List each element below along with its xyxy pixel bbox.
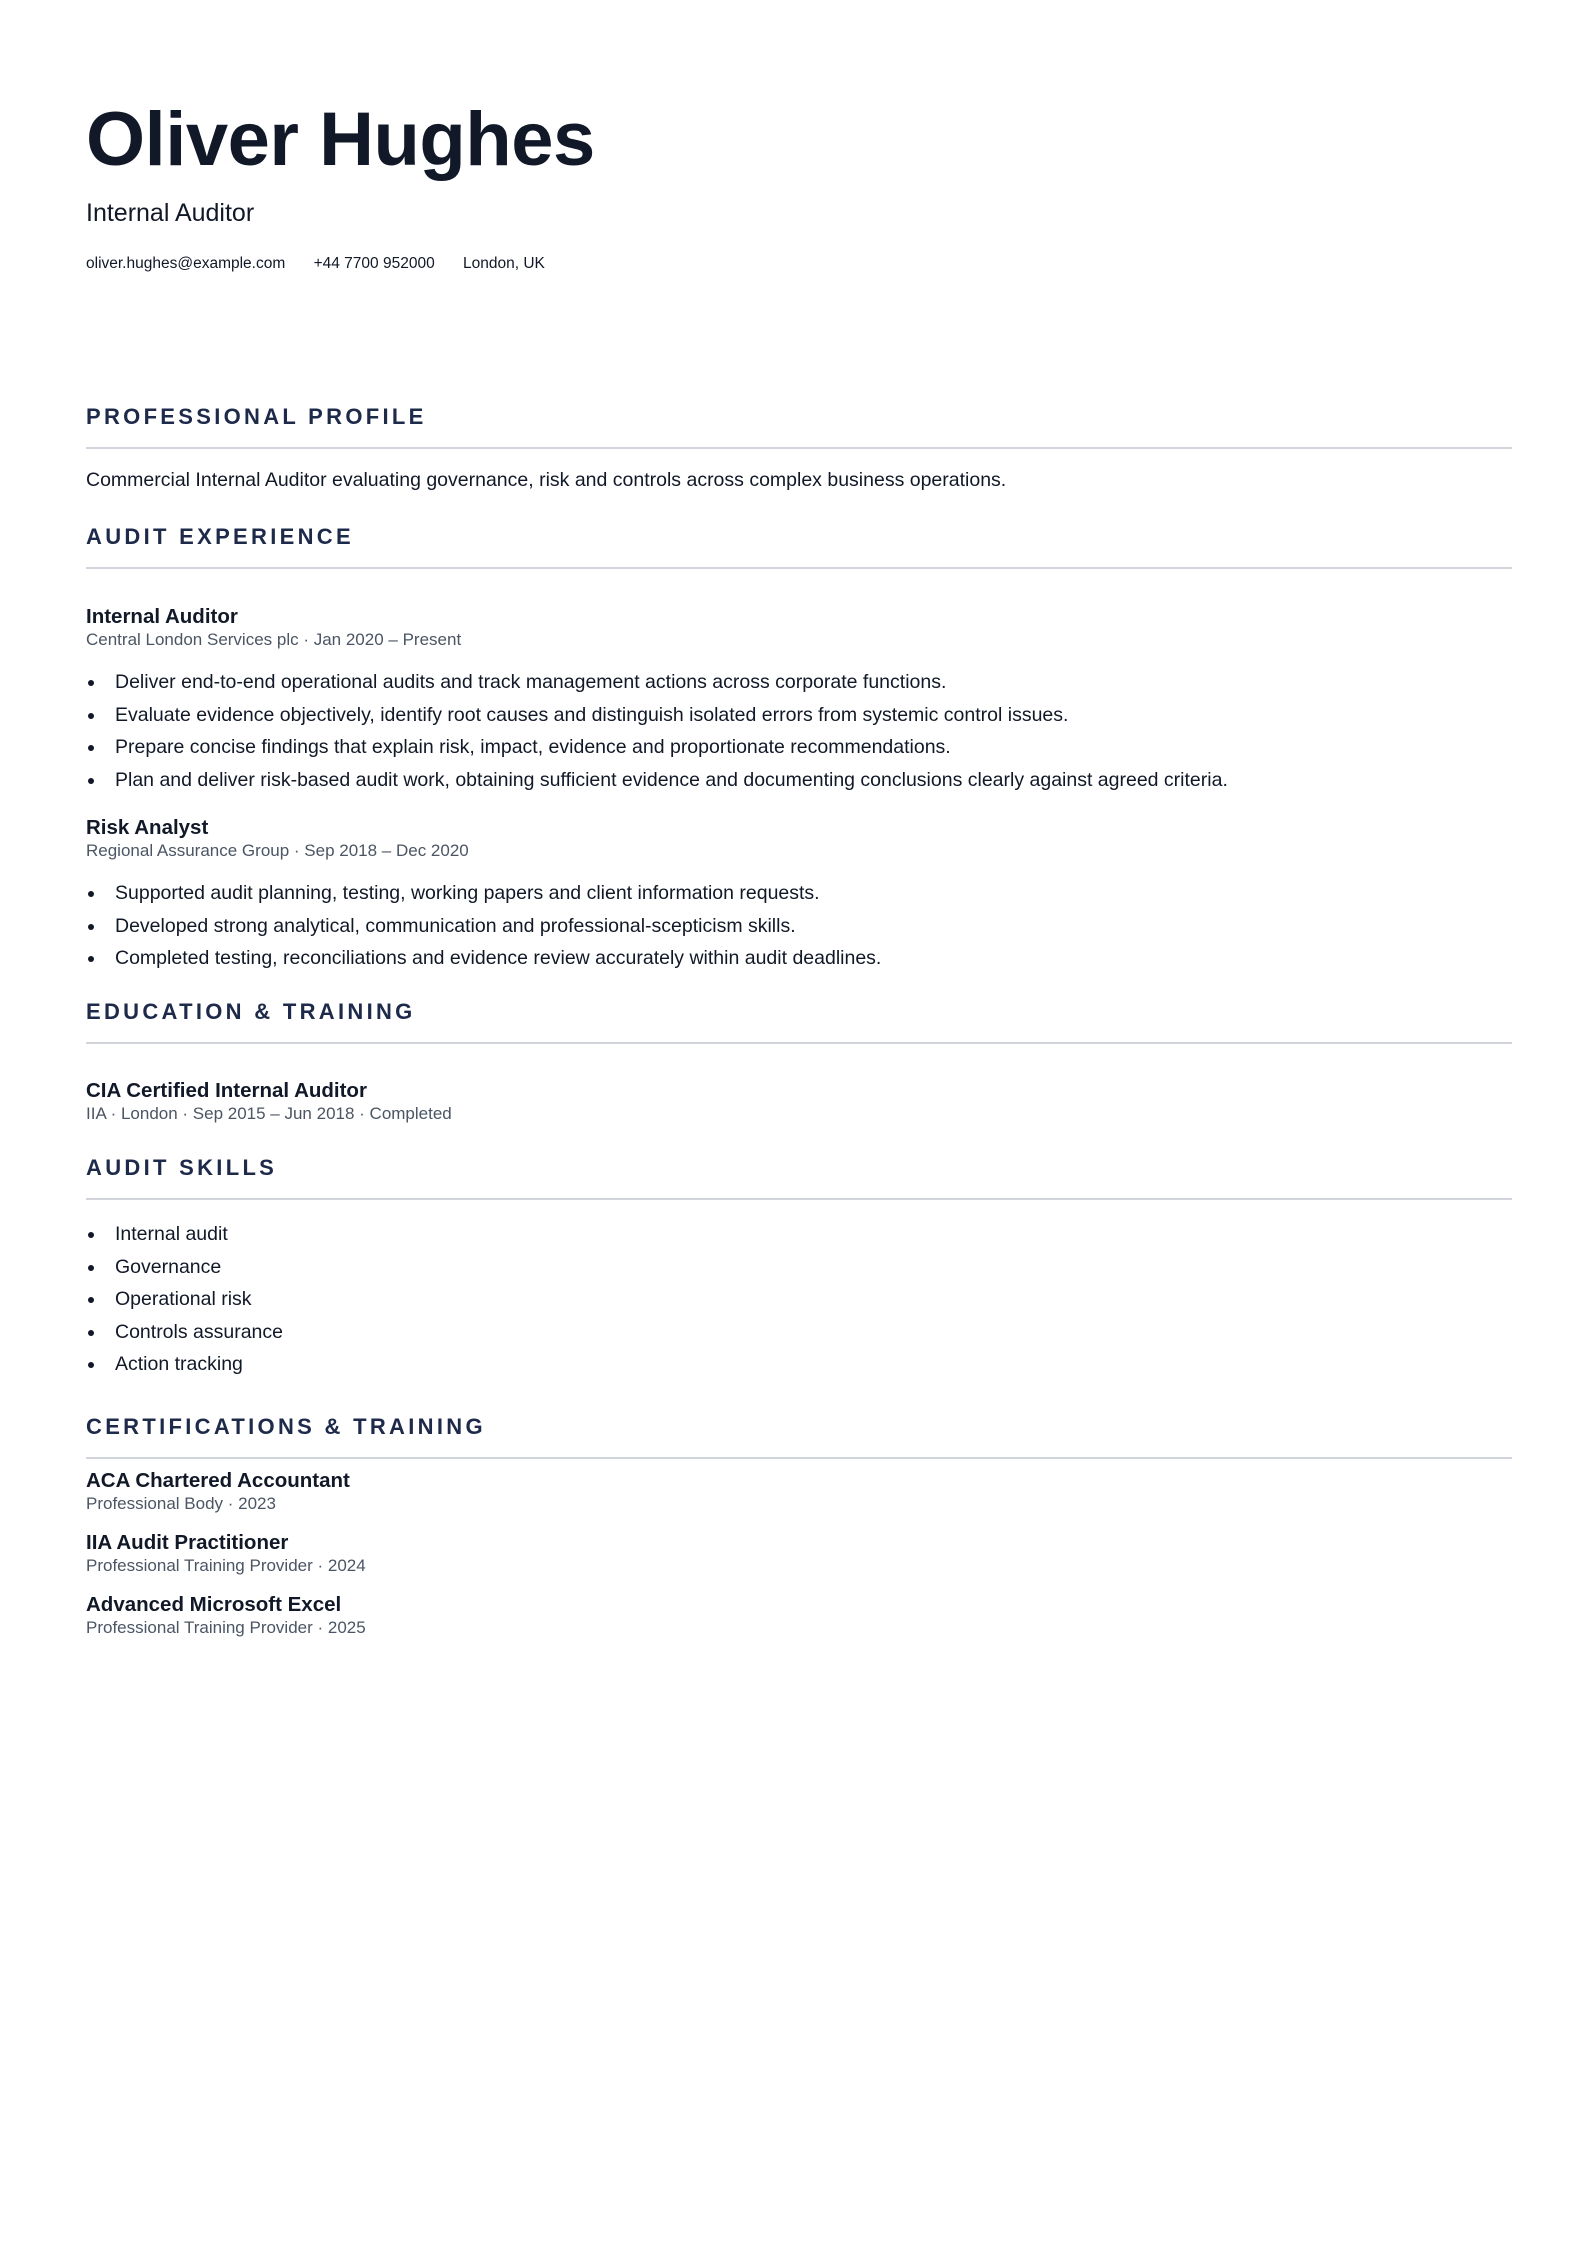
- experience-section: [86, 522, 1512, 969]
- job-meta: Central London Services plc · Jan 2020 – Present: [86, 630, 462, 649]
- list-item: Developed strong analytical, communication and professional-scepticism skills.: [86, 912, 881, 945]
- job-meta: Regional Assurance Group · Sep 2018 – Dec 2020: [86, 841, 469, 860]
- section-header: [86, 1412, 1512, 1459]
- list-item: Governance: [86, 1253, 283, 1286]
- section-title: PROFESSIONAL PROFILE: [86, 404, 427, 429]
- education-meta: IIA · London · Sep 2015 – Jun 2018 · Completed: [86, 1104, 452, 1123]
- section-header: [86, 402, 1512, 449]
- contact-location: London, UK: [463, 255, 545, 272]
- list-item: Operational risk: [86, 1285, 283, 1318]
- job-title: Risk Analyst: [86, 816, 209, 839]
- job-bullets: [86, 879, 881, 977]
- certification-title: IIA Audit Practitioner: [86, 1531, 289, 1554]
- section-header: [86, 1153, 1512, 1200]
- certification-title: Advanced Microsoft Excel: [86, 1593, 342, 1616]
- section-title: EDUCATION & TRAINING: [86, 999, 416, 1024]
- candidate-role: Internal Auditor: [86, 199, 255, 227]
- section-header: [86, 997, 1512, 1044]
- job-bullets: [86, 668, 1228, 798]
- certification-meta: Professional Training Provider · 2024: [86, 1556, 366, 1575]
- contact-line: [86, 253, 569, 275]
- profile-summary: Commercial Internal Auditor evaluating governance, risk and controls across complex business operations.: [86, 469, 1007, 491]
- education-title: CIA Certified Internal Auditor: [86, 1079, 367, 1102]
- skills-section: [86, 1153, 1512, 1375]
- section-title: AUDIT EXPERIENCE: [86, 524, 354, 549]
- section-header: [86, 522, 1512, 569]
- list-item: Action tracking: [86, 1350, 283, 1383]
- certification-title: ACA Chartered Accountant: [86, 1469, 350, 1492]
- list-item: Controls assurance: [86, 1318, 283, 1351]
- profile-section: [86, 402, 1512, 491]
- certification-meta: Professional Training Provider · 2025: [86, 1618, 366, 1637]
- contact-email: oliver.hughes@example.com: [86, 255, 286, 272]
- list-item: Completed testing, reconciliations and evidence review accurately within audit deadlines.: [86, 944, 881, 977]
- certification-meta: Professional Body · 2023: [86, 1494, 276, 1513]
- job-title: Internal Auditor: [86, 605, 238, 628]
- list-item: Supported audit planning, testing, working papers and client information requests.: [86, 879, 881, 912]
- contact-phone: +44 7700 952000: [313, 255, 435, 272]
- list-item: Deliver end-to-end operational audits and track management actions across corporate functions.: [86, 668, 1228, 701]
- list-item: Evaluate evidence objectively, identify root causes and distinguish isolated errors from systemic control issues.: [86, 701, 1228, 734]
- skills-list: [86, 1220, 283, 1383]
- list-item: Plan and deliver risk-based audit work, obtaining sufficient evidence and documenting conclusions clearly against agreed criteria.: [86, 766, 1228, 799]
- certifications-section: [86, 1412, 1512, 1637]
- list-item: Internal audit: [86, 1220, 283, 1253]
- list-item: Prepare concise findings that explain risk, impact, evidence and proportionate recommendations.: [86, 733, 1228, 766]
- section-title: CERTIFICATIONS & TRAINING: [86, 1414, 486, 1439]
- section-title: AUDIT SKILLS: [86, 1155, 278, 1180]
- candidate-name: Oliver Hughes: [86, 97, 595, 182]
- education-section: [86, 997, 1512, 1123]
